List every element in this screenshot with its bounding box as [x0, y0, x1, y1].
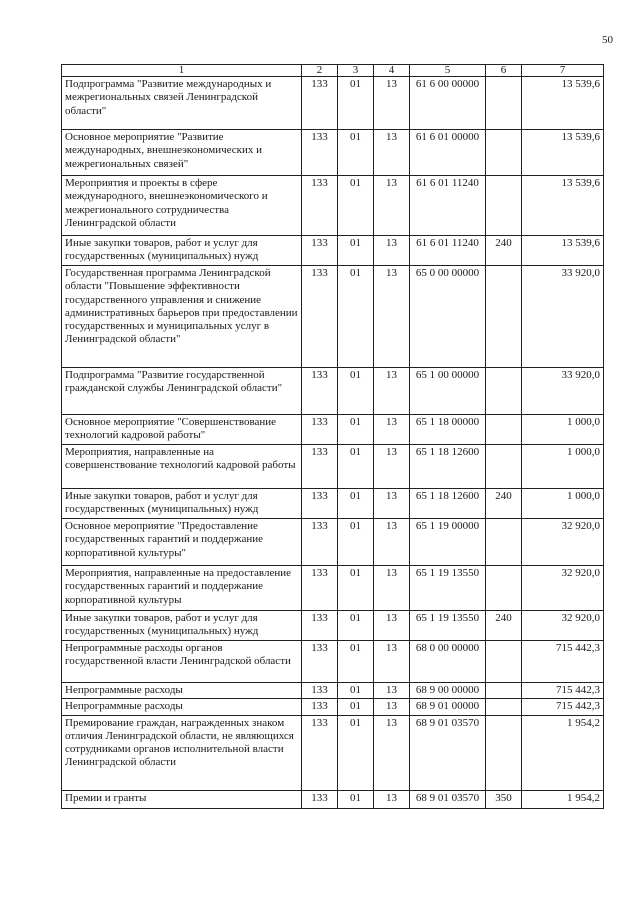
row-target-article: 68 9 01 03570: [410, 715, 486, 790]
row-expense-type: [486, 77, 522, 130]
row-target-article: 65 1 18 12600: [410, 489, 486, 519]
row-amount: 13 539,6: [522, 176, 604, 236]
column-header: 4: [374, 65, 410, 77]
row-subsection-code: 13: [374, 176, 410, 236]
row-ministry-code: 133: [302, 519, 338, 566]
row-name: Основное мероприятие "Совершенствование технологий кадровой работы": [62, 415, 302, 445]
row-ministry-code: 133: [302, 641, 338, 683]
row-ministry-code: 133: [302, 683, 338, 699]
row-ministry-code: 133: [302, 790, 338, 808]
row-target-article: 65 1 19 00000: [410, 519, 486, 566]
row-section-code: 01: [338, 611, 374, 641]
row-section-code: 01: [338, 368, 374, 415]
column-header: 3: [338, 65, 374, 77]
row-name: Иные закупки товаров, работ и услуг для государственных (муниципальных) нужд: [62, 489, 302, 519]
row-section-code: 01: [338, 266, 374, 368]
row-section-code: 01: [338, 566, 374, 611]
row-amount: 32 920,0: [522, 519, 604, 566]
row-name: Мероприятия, направленные на предоставление государственных гарантий и поддержание корпоративной культуры: [62, 566, 302, 611]
table-row: [62, 566, 604, 611]
row-subsection-code: 13: [374, 699, 410, 715]
row-expense-type: 240: [486, 489, 522, 519]
column-header: 2: [302, 65, 338, 77]
row-expense-type: [486, 176, 522, 236]
row-expense-type: 240: [486, 236, 522, 266]
table-row: [62, 445, 604, 489]
row-ministry-code: 133: [302, 266, 338, 368]
table-row: [62, 176, 604, 236]
row-subsection-code: 13: [374, 445, 410, 489]
row-section-code: 01: [338, 641, 374, 683]
row-ministry-code: 133: [302, 445, 338, 489]
row-target-article: 61 6 01 11240: [410, 176, 486, 236]
table-row: [62, 266, 604, 368]
row-expense-type: [486, 699, 522, 715]
row-amount: 1 954,2: [522, 715, 604, 790]
row-name: Непрограммные расходы органов государственной власти Ленинградской области: [62, 641, 302, 683]
row-ministry-code: 133: [302, 176, 338, 236]
row-expense-type: [486, 368, 522, 415]
row-amount: 1 000,0: [522, 445, 604, 489]
row-section-code: 01: [338, 683, 374, 699]
row-target-article: 61 6 01 11240: [410, 236, 486, 266]
row-name: Мероприятия, направленные на совершенствование технологий кадровой работы: [62, 445, 302, 489]
row-amount: 33 920,0: [522, 266, 604, 368]
row-section-code: 01: [338, 519, 374, 566]
row-amount: 1 954,2: [522, 790, 604, 808]
row-amount: 1 000,0: [522, 415, 604, 445]
row-ministry-code: 133: [302, 130, 338, 176]
row-amount: 33 920,0: [522, 368, 604, 415]
row-subsection-code: 13: [374, 790, 410, 808]
row-expense-type: 350: [486, 790, 522, 808]
table-row: [62, 699, 604, 715]
row-target-article: 65 1 18 12600: [410, 445, 486, 489]
row-name: Государственная программа Ленинградской области "Повышение эффективности государственного управления и снижение административных барьеров при предоставлении государственных и муниципальных услуг в Ленинградской области": [62, 266, 302, 368]
row-subsection-code: 13: [374, 130, 410, 176]
row-expense-type: [486, 445, 522, 489]
row-section-code: 01: [338, 489, 374, 519]
budget-table: [61, 64, 604, 809]
row-subsection-code: 13: [374, 715, 410, 790]
row-target-article: 65 1 00 00000: [410, 368, 486, 415]
row-ministry-code: 133: [302, 77, 338, 130]
row-expense-type: [486, 130, 522, 176]
row-subsection-code: 13: [374, 266, 410, 368]
row-name: Премии и гранты: [62, 790, 302, 808]
row-ministry-code: 133: [302, 611, 338, 641]
row-target-article: 65 0 00 00000: [410, 266, 486, 368]
row-name: Мероприятия и проекты в сфере международного, внешнеэкономического и межрегионального сотрудничества Ленинградской области: [62, 176, 302, 236]
row-expense-type: [486, 715, 522, 790]
column-header: 6: [486, 65, 522, 77]
row-subsection-code: 13: [374, 683, 410, 699]
row-subsection-code: 13: [374, 489, 410, 519]
table-row: [62, 130, 604, 176]
row-amount: 715 442,3: [522, 699, 604, 715]
row-section-code: 01: [338, 415, 374, 445]
row-amount: 1 000,0: [522, 489, 604, 519]
row-ministry-code: 133: [302, 699, 338, 715]
table-row: [62, 715, 604, 790]
row-amount: 32 920,0: [522, 611, 604, 641]
row-subsection-code: 13: [374, 236, 410, 266]
row-expense-type: [486, 641, 522, 683]
row-section-code: 01: [338, 445, 374, 489]
row-name: Премирование граждан, награжденных знаком отличия Ленинградской области, не являющихся сотрудниками органов исполнительной власти Ленинградской области: [62, 715, 302, 790]
row-name: Непрограммные расходы: [62, 699, 302, 715]
row-target-article: 65 1 19 13550: [410, 566, 486, 611]
row-section-code: 01: [338, 699, 374, 715]
row-target-article: 61 6 01 00000: [410, 130, 486, 176]
row-target-article: 65 1 18 00000: [410, 415, 486, 445]
table-row: [62, 368, 604, 415]
row-expense-type: [486, 519, 522, 566]
row-name: Непрограммные расходы: [62, 683, 302, 699]
row-subsection-code: 13: [374, 641, 410, 683]
row-amount: 715 442,3: [522, 641, 604, 683]
row-name: Подпрограмма "Развитие государственной гражданской службы Ленинградской области": [62, 368, 302, 415]
row-target-article: 68 9 00 00000: [410, 683, 486, 699]
row-section-code: 01: [338, 176, 374, 236]
table-row: [62, 236, 604, 266]
page-number: 50: [602, 34, 613, 46]
table-row: [62, 415, 604, 445]
column-header: 7: [522, 65, 604, 77]
column-header: 5: [410, 65, 486, 77]
row-expense-type: [486, 266, 522, 368]
row-ministry-code: 133: [302, 368, 338, 415]
row-expense-type: [486, 683, 522, 699]
row-amount: 715 442,3: [522, 683, 604, 699]
row-subsection-code: 13: [374, 368, 410, 415]
row-subsection-code: 13: [374, 611, 410, 641]
table-row: [62, 611, 604, 641]
row-section-code: 01: [338, 715, 374, 790]
row-section-code: 01: [338, 236, 374, 266]
row-name: Основное мероприятие "Развитие международных, внешнеэкономических и межрегиональных связей": [62, 130, 302, 176]
row-ministry-code: 133: [302, 415, 338, 445]
table-row: [62, 519, 604, 566]
row-ministry-code: 133: [302, 566, 338, 611]
row-target-article: 61 6 00 00000: [410, 77, 486, 130]
row-amount: 13 539,6: [522, 236, 604, 266]
row-subsection-code: 13: [374, 415, 410, 445]
row-ministry-code: 133: [302, 236, 338, 266]
row-ministry-code: 133: [302, 489, 338, 519]
row-amount: 32 920,0: [522, 566, 604, 611]
header-row: [62, 65, 604, 77]
row-name: Подпрограмма "Развитие международных и межрегиональных связей Ленинградской области": [62, 77, 302, 130]
row-target-article: 68 0 00 00000: [410, 641, 486, 683]
row-subsection-code: 13: [374, 519, 410, 566]
row-section-code: 01: [338, 790, 374, 808]
column-header: 1: [62, 65, 302, 77]
row-name: Иные закупки товаров, работ и услуг для государственных (муниципальных) нужд: [62, 611, 302, 641]
row-section-code: 01: [338, 77, 374, 130]
row-amount: 13 539,6: [522, 77, 604, 130]
row-target-article: 65 1 19 13550: [410, 611, 486, 641]
row-ministry-code: 133: [302, 715, 338, 790]
table-row: [62, 641, 604, 683]
row-name: Основное мероприятие "Предоставление государственных гарантий и поддержание корпоративной культуры": [62, 519, 302, 566]
row-subsection-code: 13: [374, 566, 410, 611]
row-expense-type: 240: [486, 611, 522, 641]
row-target-article: 68 9 01 00000: [410, 699, 486, 715]
row-subsection-code: 13: [374, 77, 410, 130]
table-row: [62, 489, 604, 519]
row-name: Иные закупки товаров, работ и услуг для государственных (муниципальных) нужд: [62, 236, 302, 266]
row-amount: 13 539,6: [522, 130, 604, 176]
table-row: [62, 77, 604, 130]
row-target-article: 68 9 01 03570: [410, 790, 486, 808]
table-row: [62, 790, 604, 808]
row-section-code: 01: [338, 130, 374, 176]
row-expense-type: [486, 415, 522, 445]
table-row: [62, 683, 604, 699]
row-expense-type: [486, 566, 522, 611]
